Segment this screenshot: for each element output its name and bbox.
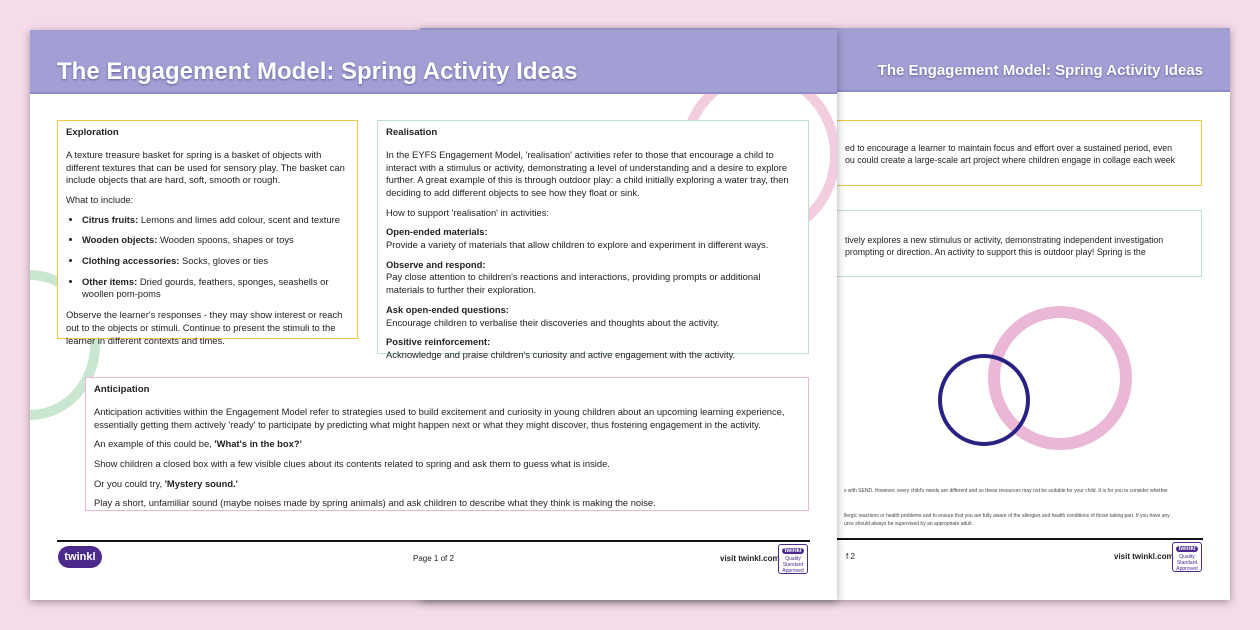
page-number: Page 1 of 2 [413,554,454,563]
header-band [30,30,837,94]
box-sustained [810,120,1202,186]
front-page [30,30,837,600]
list-item: • Other items: Dried gourds, feathers, sponges, seashells or woollen pom-poms [82,276,349,301]
paragraph: What to include: [66,194,134,205]
quality-badge: twinkl Quality Standard Approved [778,544,808,574]
decorative-navy-ring [938,354,1030,446]
page-number: f 2 [846,552,855,561]
list-item: • Citrus fruits: Lemons and limes add colour, scent and texture [82,214,349,227]
section-heading: Realisation [386,127,438,138]
footer-rule [57,540,810,542]
paragraph: Play a short, unfamiliar sound (maybe noises made by spring animals) and ask children to describe what they think is making the noise. [94,497,656,509]
section-heading: Anticipation [94,384,150,395]
text-line: ed to encourage a learner to maintain focus and effort over a sustained period, even [845,143,1173,153]
paragraph: Observe the learner's responses - they may show interest or reach out to the objects or stimuli. Continue to present the stimuli to the learner in different contexts and times. [66,309,343,346]
support-item: Positive reinforcement: Acknowledge and praise children's curiosity and active engagement with the activity. [386,336,736,360]
box-investigation [810,210,1202,277]
text-line: tively explores a new stimulus or activity, demonstrating independent investigation [845,235,1164,245]
text-line: prompting or direction. An activity to support this is outdoor play! Spring is the [845,246,1146,257]
quality-badge: twinkl Quality Standard Approved [1172,542,1202,572]
paragraph: How to support 'realisation' in activities: [386,206,550,218]
text-line: ou could create a large-scale art project where children engage in collage each week [845,154,1176,165]
paragraph: Show children a closed box with a few visible clues about its contents related to spring and ask them to guess what is inside. [94,458,610,469]
disclaimer-text: s with SEND. However, every child's needs are different and so these resources may not be suitable for your child. It is for you to consider whether [844,488,1168,494]
support-item: Ask open-ended questions: Encourage children to verbalise their discoveries and thoughts about the activity. [386,303,720,328]
paragraph: Or you could try, 'Mystery sound.' [94,477,238,489]
visit-link[interactable]: visit twinkl.com [720,554,780,563]
section-heading: Exploration [66,127,119,138]
realisation-box [377,120,809,360]
list-item: • Clothing accessories: Socks, gloves or ties [82,255,349,268]
support-item: Observe and respond: Pay close attention to children's reactions and interactions, providing prompts or additional materials to further their exploration. [386,258,761,296]
paragraph: Anticipation activities within the Engagement Model refer to strategies used to build excitement and curiosity in young children about an upcoming learning experience, essentially getting them actively 'ready' to participate by predicting what might happen next or what they might discover, thus fostering engagement in the activity. [94,405,785,430]
twinkl-logo[interactable]: twinkl [58,546,102,568]
page-title: The Engagement Model: Spring Activity Ideas [57,58,578,85]
support-item: Open-ended materials: Provide a variety of materials that allow children to explore and experiment in different ways. [386,226,769,251]
paragraph: In the EYFS Engagement Model, 'realisation' activities refer to those that encourage a child to interact with a stimulus or activity, demonstrating a level of understanding and a desire to explore further. A great example of this is through outdoor play: a child initially exploring a water tray, then deciding to add different objects to see how they float or sink. [386,148,789,198]
disclaimer-text: urce should always be supervised by an appropriate adult. [844,521,973,527]
exploration-box [57,120,358,346]
list-item: • Wooden objects: Wooden spoons, shapes or toys [82,234,349,247]
anticipation-box [85,377,809,511]
visit-link[interactable]: visit twinkl.com [1114,552,1174,561]
paragraph: A texture treasure basket for spring is a basket of objects with different textures that can be used for sensory play. The basket can include objects that are hard, soft, smooth or rough. [66,148,345,186]
page-title: The Engagement Model: Spring Activity Ideas [877,62,1203,79]
paragraph: An example of this could be, 'What's in the box?' [94,438,302,450]
disclaimer-text: llergic reactions or health problems and to ensure that you are fully aware of the allergies and health conditions of those taking part. If you have any [844,513,1170,519]
